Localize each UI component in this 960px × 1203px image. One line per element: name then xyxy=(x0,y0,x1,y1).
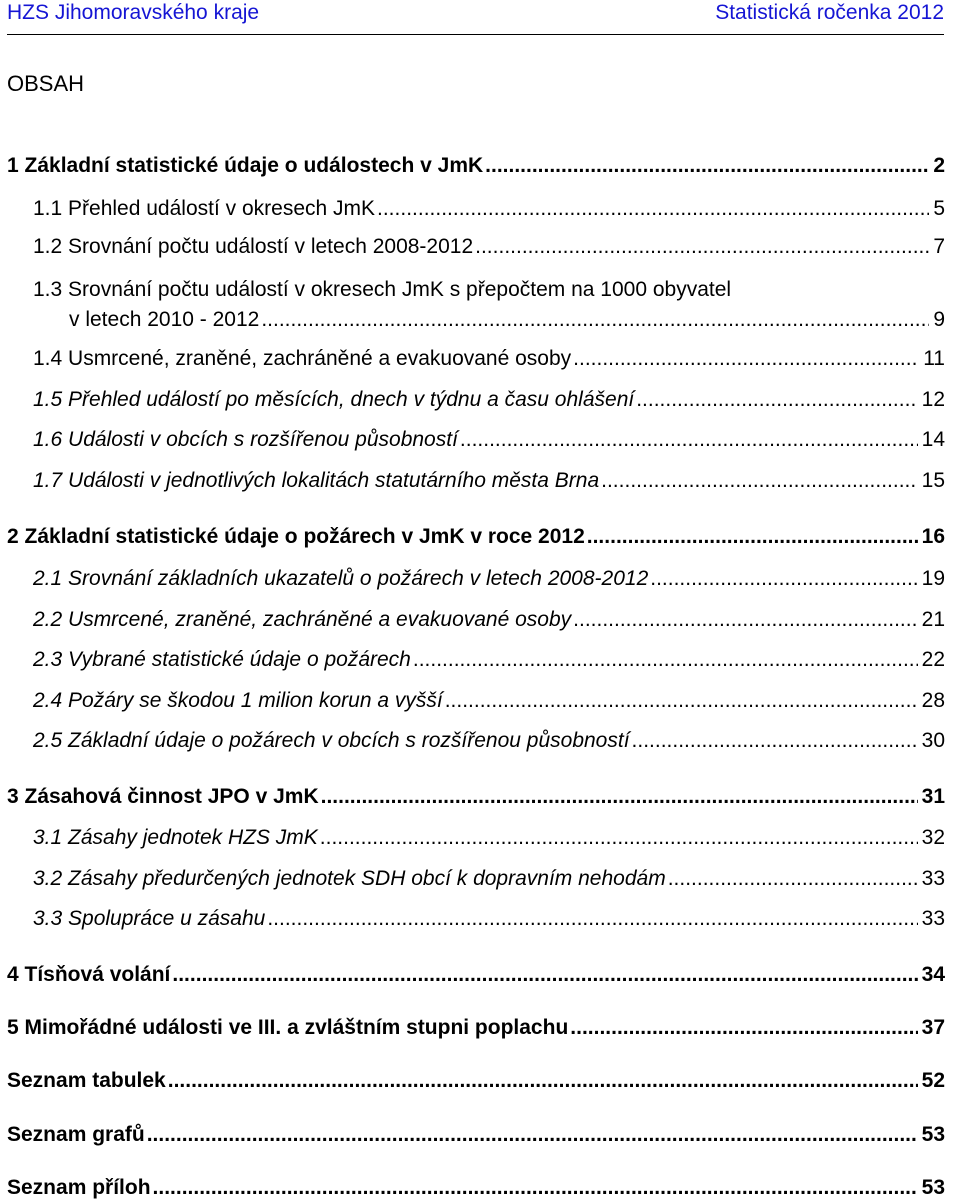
toc-entry-label: Seznam příloh xyxy=(7,1176,151,1199)
toc-entry-page: 2 xyxy=(933,154,945,177)
page-title: OBSAH xyxy=(7,71,85,96)
toc-entry-1-6[interactable] xyxy=(7,425,945,453)
toc-leader-dots xyxy=(147,1122,918,1148)
toc-entry-3-3[interactable] xyxy=(7,904,945,932)
toc-entry-label: 1.5 Přehled událostí po měsících, dnech v týdnu a času ohlášení xyxy=(33,388,635,411)
toc-entry-label: 4 Tísňová volání xyxy=(7,963,171,986)
toc-leader-dots xyxy=(570,1015,917,1041)
toc-leader-dots xyxy=(320,825,918,851)
toc-entry-1-2[interactable] xyxy=(7,232,945,260)
toc-entry-2-5[interactable] xyxy=(7,726,945,754)
toc-entry-page: 30 xyxy=(921,729,945,752)
toc-leader-dots xyxy=(168,1068,918,1094)
toc-entry-2-1[interactable] xyxy=(7,564,945,592)
toc-entry-1-3[interactable] xyxy=(7,305,945,333)
toc-leader-dots xyxy=(573,607,917,633)
toc-entry-label: 1.4 Usmrcené, zraněné, zachráněné a evakuované osoby xyxy=(33,347,572,370)
toc-entry-label: 2.4 Požáry se škodou 1 milion korun a vyšší xyxy=(33,689,443,712)
toc-entry-label: 1.7 Události v jednotlivých lokalitách statutárního města Brna xyxy=(33,469,600,492)
toc-entry-label: 1.6 Události v obcích s rozšířenou působností xyxy=(33,428,458,451)
header-organization: HZS Jihomoravského kraje xyxy=(7,1,260,24)
toc-entry-3[interactable] xyxy=(7,782,945,810)
toc-entry-1-1[interactable] xyxy=(7,194,945,222)
toc-entry-label: 2.5 Základní údaje o požárech v obcích s rozšířenou působností xyxy=(33,729,630,752)
toc-entry-1-7[interactable] xyxy=(7,466,945,494)
toc-entry-label: 1 Základní statistické údaje o událostech v JmK xyxy=(7,154,484,177)
toc-leader-dots xyxy=(267,906,917,932)
toc-entry-label: 2.2 Usmrcené, zraněné, zachráněné a evakuované osoby xyxy=(33,608,572,631)
toc-entry-list-of-charts[interactable] xyxy=(7,1120,945,1148)
toc-entry-page: 12 xyxy=(921,388,945,411)
toc-leader-dots xyxy=(261,307,929,333)
toc-entry-page: 33 xyxy=(921,907,945,930)
toc-leader-dots xyxy=(668,866,918,892)
toc-entry-page: 16 xyxy=(921,525,945,548)
toc-entry-2-4[interactable] xyxy=(7,686,945,714)
toc-leader-dots xyxy=(172,962,917,988)
toc-entry-label: 1.2 Srovnání počtu událostí v letech 2008-2012 xyxy=(33,235,474,258)
toc-leader-dots xyxy=(632,728,918,754)
toc-entry-page: 33 xyxy=(921,867,945,890)
toc-entry-page: 21 xyxy=(921,608,945,631)
toc-entry-label: 2.3 Vybrané statistické údaje o požárech xyxy=(33,648,411,671)
toc-entry-page: 22 xyxy=(921,648,945,671)
toc-leader-dots xyxy=(377,196,929,222)
toc-entry-label: 3 Zásahová činnost JPO v JmK xyxy=(7,785,319,808)
header-publication: Statistická ročenka 2012 xyxy=(715,1,944,24)
toc-entry-label: Seznam tabulek xyxy=(7,1069,166,1092)
toc-entry-label: Seznam grafů xyxy=(7,1123,145,1146)
toc-entry-label: 3.2 Zásahy předurčených jednotek SDH obcí k dopravním nehodám xyxy=(33,867,666,890)
toc-entry-page: 14 xyxy=(921,428,945,451)
toc-entry-list-of-appendices[interactable] xyxy=(7,1173,945,1201)
toc-entry-2[interactable] xyxy=(7,522,945,550)
toc-entry-page: 9 xyxy=(933,308,945,331)
toc-entry-3-2[interactable] xyxy=(7,864,945,892)
toc-entry-1[interactable] xyxy=(7,151,945,179)
toc-entry-list-of-tables[interactable] xyxy=(7,1066,945,1094)
toc-entry-page: 19 xyxy=(921,567,945,590)
toc-entry-label: 2.1 Srovnání základních ukazatelů o požárech v letech 2008-2012 xyxy=(33,567,649,590)
toc-entry-page: 15 xyxy=(921,469,945,492)
toc-leader-dots xyxy=(475,234,929,260)
toc-entry-4[interactable] xyxy=(7,960,945,988)
toc-entry-label: 1.1 Přehled událostí v okresech JmK xyxy=(33,197,376,220)
toc-entry-label: 5 Mimořádné události ve III. a zvláštním stupni poplachu xyxy=(7,1016,569,1039)
toc-entry-page: 53 xyxy=(921,1123,945,1146)
toc-entry-label: 2 Základní statistické údaje o požárech v JmK v roce 2012 xyxy=(7,525,585,548)
toc-entry-page: 5 xyxy=(933,197,945,220)
toc-entry-3-1[interactable] xyxy=(7,823,945,851)
toc-entry-2-2[interactable] xyxy=(7,605,945,633)
toc-entry-page: 53 xyxy=(921,1176,945,1199)
toc-entry-page: 52 xyxy=(921,1069,945,1092)
toc-leader-dots xyxy=(636,387,917,413)
toc-leader-dots xyxy=(587,524,918,550)
toc-leader-dots xyxy=(445,688,918,714)
toc-entry-page: 37 xyxy=(921,1016,945,1039)
table-of-contents xyxy=(7,0,945,1203)
toc-entry-page: 31 xyxy=(921,785,945,808)
toc-entry-label: 3.3 Spolupráce u zásahu xyxy=(33,907,266,930)
toc-leader-dots xyxy=(413,647,918,673)
toc-entry-label: 3.1 Zásahy jednotek HZS JmK xyxy=(33,826,318,849)
toc-leader-dots xyxy=(573,346,919,372)
toc-entry-5[interactable] xyxy=(7,1013,945,1041)
toc-entry-page: 11 xyxy=(923,347,945,370)
toc-entry-page: 7 xyxy=(933,235,945,258)
toc-leader-dots xyxy=(601,468,918,494)
toc-entry-1-3-line1[interactable]: 1.3 Srovnání počtu událostí v okresech JmK s přepočtem na 1000 obyvatel xyxy=(33,278,732,301)
toc-leader-dots xyxy=(321,784,918,810)
toc-entry-1-4[interactable] xyxy=(7,344,945,372)
toc-entry-page: 34 xyxy=(921,963,945,986)
toc-entry-page: 32 xyxy=(921,826,945,849)
toc-entry-page: 28 xyxy=(921,689,945,712)
toc-entry-2-3[interactable] xyxy=(7,645,945,673)
toc-entry-1-5[interactable] xyxy=(7,385,945,413)
toc-entry-label: v letech 2010 - 2012 xyxy=(69,308,260,331)
toc-leader-dots xyxy=(153,1175,918,1201)
toc-leader-dots xyxy=(460,427,918,453)
toc-leader-dots xyxy=(650,566,917,592)
toc-leader-dots xyxy=(485,153,929,179)
